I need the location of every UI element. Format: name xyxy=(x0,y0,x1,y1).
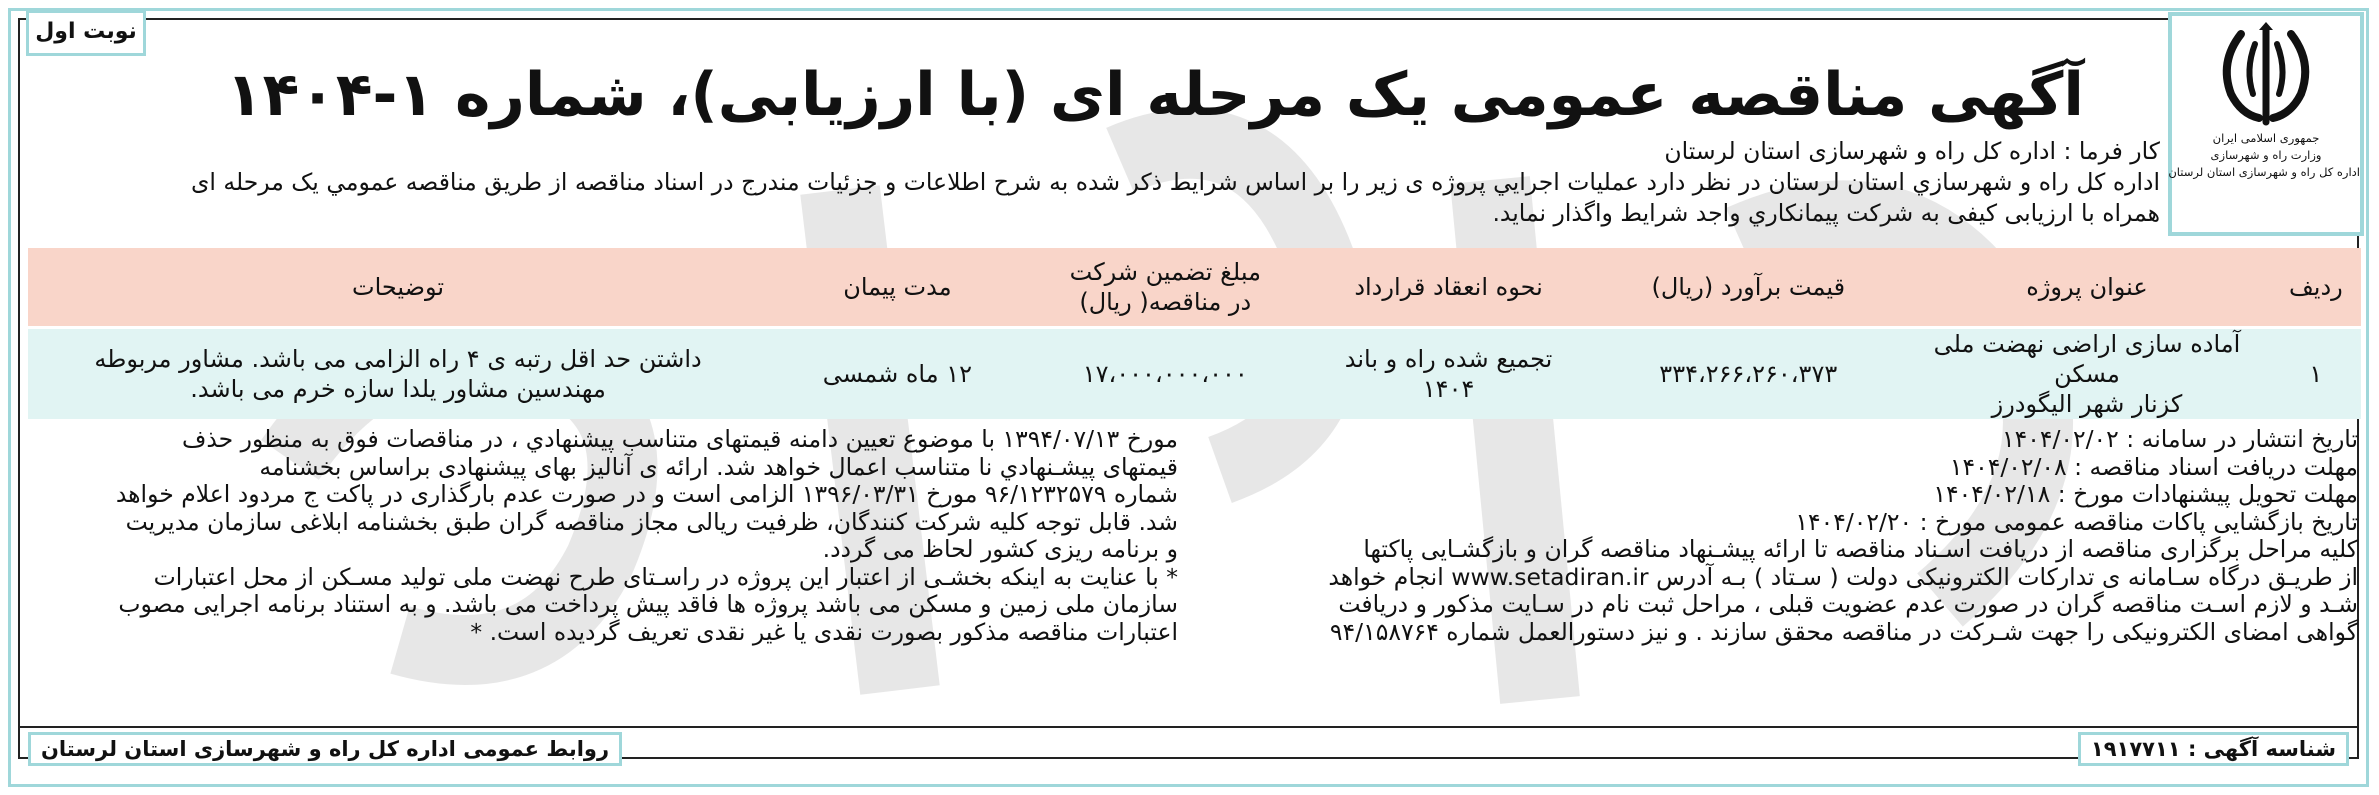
header-guarantee-line-1: مبلغ تضمین شرکت xyxy=(1069,258,1261,286)
notes-line-5: و برنامه ریزی کشور لحاظ می گردد. xyxy=(822,535,1178,563)
ad-id: شناسه آگهی : ۱۹۱۷۷۱۱ xyxy=(2078,732,2349,766)
procedure-line-2: از طریـق درگاه سـامانه ی تدارکات الکترونیکی دولت ( سـتاد ) بـه آدرس www.setadiran.ir انجام خواهد xyxy=(1328,562,2358,591)
cell-estimated-price: ۳۳۴،۲۶۶،۲۶۰،۳۷۳ xyxy=(1593,328,1903,420)
notes-line-2: قیمتهای پیشـنهادي نا متناسب اعمال خواهد شد. ارائه ی آنالیز بهای پیشنهادی براساس بخشنامه xyxy=(259,452,1178,481)
publish-date: تاریخ انتشار در سامانه : ۱۴۰۴/۰۲/۰۲ xyxy=(2001,425,2358,453)
cell-project-title-line-2: کزنار شهر الیگودرز xyxy=(1991,390,2183,418)
opening-date: تاریخ بازگشایی پاکات مناقصه عمومی مورخ : ۱۴۰۴/۰۲/۲۰ xyxy=(1795,507,2358,536)
page-title: آگهی مناقصه عمومی یک مرحله ای (با ارزیابی)، شماره ۱-۱۴۰۴ xyxy=(226,60,2084,130)
header-estimated-price: قیمت برآورد (ریال) xyxy=(1593,248,1903,328)
intro-line-1: اداره کل راه و شهرسازي استان لرستان در نظر دارد عمليات اجرايي پروژه ی زیر را بر اساس شرايط ذکر شده به شرح اطلاعات و جزئيات مندرج در اسناد مناقصه از طريق مناقصه عمومي يک مرحله ای xyxy=(190,168,2160,196)
bid-deadline: مهلت تحویل پیشنهادات مورخ : ۱۴۰۴/۰۲/۱۸ xyxy=(1933,480,2358,508)
table-header-row xyxy=(28,248,2361,328)
header-guarantee xyxy=(1027,248,1304,328)
cell-notes-line-1: داشتن حد اقل رتبه ی ۴ راه الزامی می باشد. مشاور مربوطه xyxy=(94,345,702,373)
cell-project-title-line-1: آماده سازی اراضی نهضت ملی مسکن xyxy=(1933,330,2241,388)
notes-line-3: شماره ۹۶/۱۲۳۲۵۷۹ مورخ ۱۳۹۶/۰۳/۳۱ الزامی است و در صورت عدم بارگذاری در پاکت ج مردود اعلام خواهد xyxy=(115,480,1178,508)
procedure-line-4: گواهی امضای الکترونیکی را جهت شـرکت در مناقصه محقق سازند . و نیز دستورالعمل شماره ۹۴/۱۵۸۷۶۴ xyxy=(1329,617,2358,646)
cell-guarantee: ۱۷،۰۰۰،۰۰۰،۰۰۰ xyxy=(1027,328,1304,420)
cell-row-number: ۱ xyxy=(2271,328,2361,420)
notes-line-4: شد. قابل توجه کلیه شرکت کنندگان، ظرفیت ریالی مجاز مناقصه گران طبق بخشنامه ابلاغی سازمان مدیریت xyxy=(125,507,1178,536)
emblem-ministry: وزارت راه و شهرسازی xyxy=(2210,148,2322,162)
notes-line-6: * با عنایت به اینکه بخشـی از اعتبار این پروژه در راسـتای طرح نهضت ملی تولید مسـکن از محل اعتبارات xyxy=(153,562,1178,591)
notes-line-7: سازمان ملی زمین و مسکن می باشد پروژه ها فاقد پیش پرداخت می باشد. و به استناد برنامه اجرایی مصوب xyxy=(118,590,1178,618)
header-guarantee-line-2: در مناقصه( ریال) xyxy=(1079,288,1252,316)
edition-badge: نوبت اول xyxy=(26,10,146,56)
dates-and-procedure xyxy=(1208,426,2358,646)
intro-text xyxy=(140,136,2160,229)
emblem-box xyxy=(2168,12,2364,236)
document-deadline: مهلت دریافت اسناد مناقصه : ۱۴۰۴/۰۲/۰۸ xyxy=(1949,452,2358,481)
header-row-number: ردیف xyxy=(2271,248,2361,328)
footer-divider xyxy=(18,726,2359,728)
notes-column xyxy=(28,426,1178,646)
cell-contract-type xyxy=(1304,328,1593,420)
iran-emblem-icon xyxy=(2211,22,2321,130)
employer-line: کار فرما : اداره کل راه و شهرسازی استان لرستان xyxy=(1664,137,2160,165)
procedure-line-1: کلیه مراحل برگزاری مناقصه از دریافت اسـناد مناقصه تا ارائه پیشـنهاد مناقصه گران و بازگشـایی پاکتها xyxy=(1363,535,2358,563)
notes-line-1: مورخ ۱۳۹۴/۰۷/۱۳ با موضوع تعیین دامنه قیمتهای متناسب پیشنهادي ، در مناقصات فوق به منظور حذف xyxy=(181,425,1178,453)
header-project-title: عنوان پروژه xyxy=(1903,248,2270,328)
header-duration: مدت پیمان xyxy=(768,248,1027,328)
cell-notes xyxy=(28,328,768,420)
footer xyxy=(18,726,2359,766)
cell-contract-line-1: تجمیع شده راه و باند xyxy=(1344,345,1553,373)
procedure-line-3: شـد و لازم اسـت مناقصه گران در صورت عدم عضویت قبلی ، مراحل ثبت نام در سـایت مذکور و دریافت xyxy=(1338,590,2358,618)
notes-line-8: اعتبارات مناقصه مذکور بصورت نقدی یا غیر نقدی تعریف گردیده است. * xyxy=(470,617,1178,646)
emblem-country: جمهوری اسلامی ایران xyxy=(2212,131,2320,145)
header-contract-type: نحوه انعقاد قرارداد xyxy=(1304,248,1593,328)
cell-contract-line-2: ۱۴۰۴ xyxy=(1422,375,1475,403)
tender-table xyxy=(28,248,2361,419)
cell-notes-line-2: مهندسین مشاور یلدا سازه خرم می باشد. xyxy=(190,375,606,403)
intro-line-2: همراه با ارزيابی کيفی به شرکت پيمانکاري واجد شرايط واگذار نمايد. xyxy=(1492,199,2160,227)
emblem-department: اداره کل راه و شهرسازی استان لرستان xyxy=(2168,165,2360,179)
cell-duration: ۱۲ ماه شمسی xyxy=(768,328,1027,420)
publisher: روابط عمومی اداره کل راه و شهرسازی استان لرستان xyxy=(28,732,622,766)
cell-project-title xyxy=(1903,328,2270,420)
header-notes: توضیحات xyxy=(28,248,768,328)
table-row xyxy=(28,328,2361,420)
